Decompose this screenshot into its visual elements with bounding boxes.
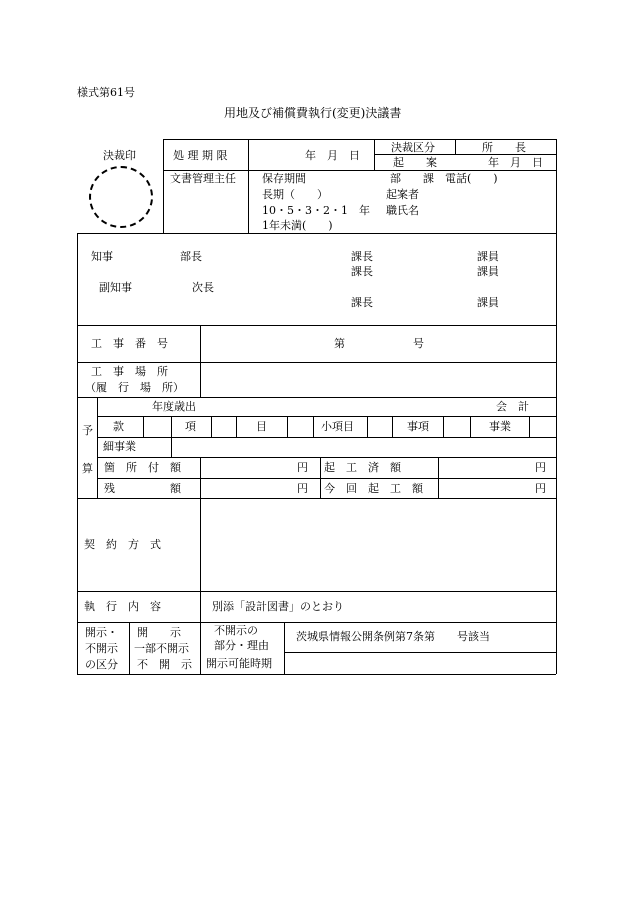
allocated-amount-yen: 円 — [297, 461, 308, 474]
drafter-label: 起案者 — [386, 188, 419, 201]
disclosure-possible-date-label: 開示可能時期 — [206, 657, 272, 670]
disclosure-category-line2: 不開示 — [85, 642, 118, 655]
disclosure-category-line1: 開示・ — [85, 626, 118, 639]
section-chief-label: 課長 — [351, 265, 373, 278]
position-name-label: 職氏名 — [386, 204, 419, 217]
account-label: 会 計 — [496, 400, 529, 413]
section-chief-label: 課長 — [351, 250, 373, 263]
work-number-suffix: 号 — [413, 337, 424, 350]
under-one-year-option[interactable]: 1年未満( ) — [262, 219, 333, 232]
budget-header-kou: 項 — [185, 420, 196, 433]
disclose-option[interactable]: 開 示 — [137, 626, 181, 639]
retention-period-label: 保存期間 — [262, 172, 306, 185]
staff-label: 課員 — [477, 265, 499, 278]
disclosure-category-line3: の区分 — [85, 658, 118, 671]
seal-circle[interactable] — [89, 166, 153, 228]
work-number-prefix: 第 — [334, 337, 345, 350]
staff-label: 課員 — [477, 296, 499, 309]
drafting-label: 起 案 — [393, 156, 437, 169]
deputy-director-label: 次長 — [192, 281, 214, 294]
non-disclosure-reason-line1: 不開示の — [214, 624, 258, 637]
contract-method-label: 契 約 方 式 — [84, 538, 161, 551]
process-deadline-label: 処 理 期 限 — [173, 149, 228, 162]
current-start-yen: 円 — [535, 482, 546, 495]
current-start-label: 今 回 起 工 額 — [324, 482, 423, 495]
sub-project-label: 細事業 — [103, 440, 136, 453]
governor-label: 知事 — [91, 250, 113, 263]
budget-header-kan: 款 — [113, 420, 124, 433]
section-chief-label: 課長 — [351, 296, 373, 309]
fiscal-year-label: 年度歳出 — [152, 400, 196, 413]
decision-category-label: 決裁区分 — [391, 141, 435, 154]
director-label: 部長 — [180, 250, 202, 263]
vice-governor-label: 副知事 — [99, 281, 132, 294]
partial-disclose-option[interactable]: 一部不開示 — [134, 642, 189, 655]
started-amount-label: 起 工 済 額 — [324, 461, 401, 474]
seal-label: 決裁印 — [103, 149, 136, 162]
budget-header-jikou: 事項 — [407, 420, 429, 433]
disclosure-possible-date-value[interactable] — [285, 653, 555, 673]
process-deadline-date[interactable]: 年 月 日 — [305, 149, 360, 162]
non-disclosure-reason-value: 茨城県情報公開条例第7条第 号該当 — [296, 630, 490, 643]
document-manager-label: 文書管理主任 — [170, 172, 236, 185]
years-options[interactable]: 10・5・3・2・1 年 — [262, 204, 370, 217]
execution-content-label: 執 行 内 容 — [84, 600, 161, 613]
department-phone: 部 課 電話( ) — [390, 172, 498, 185]
balance-yen: 円 — [297, 482, 308, 495]
office-chief-label: 所 長 — [482, 141, 526, 154]
allocated-amount-label: 箇 所 付 額 — [104, 461, 181, 474]
work-number-label: 工 事 番 号 — [91, 337, 168, 350]
budget-label-yo: 予 — [82, 424, 93, 437]
drafting-date[interactable]: 年 月 日 — [488, 156, 543, 169]
performance-place-label: （履 行 場 所） — [85, 381, 184, 394]
budget-header-shoukoumoku: 小項目 — [321, 420, 354, 433]
work-place-label: 工 事 場 所 — [91, 365, 168, 378]
balance-label: 残 額 — [104, 482, 181, 495]
execution-content-value: 別添「設計図書」のとおり — [212, 600, 344, 613]
non-disclosure-reason-line2: 部分・理由 — [214, 639, 269, 652]
document-title: 用地及び補償費執行(変更)決議書 — [224, 106, 402, 120]
staff-label: 課員 — [477, 250, 499, 263]
budget-header-moku: 目 — [256, 420, 267, 433]
budget-label-san: 算 — [82, 462, 93, 475]
non-disclose-option[interactable]: 不 開 示 — [137, 658, 192, 671]
started-amount-yen: 円 — [535, 461, 546, 474]
long-term-option[interactable]: 長期（ ） — [262, 188, 328, 201]
budget-header-jigyou: 事業 — [489, 420, 511, 433]
form-number: 様式第61号 — [77, 86, 135, 99]
